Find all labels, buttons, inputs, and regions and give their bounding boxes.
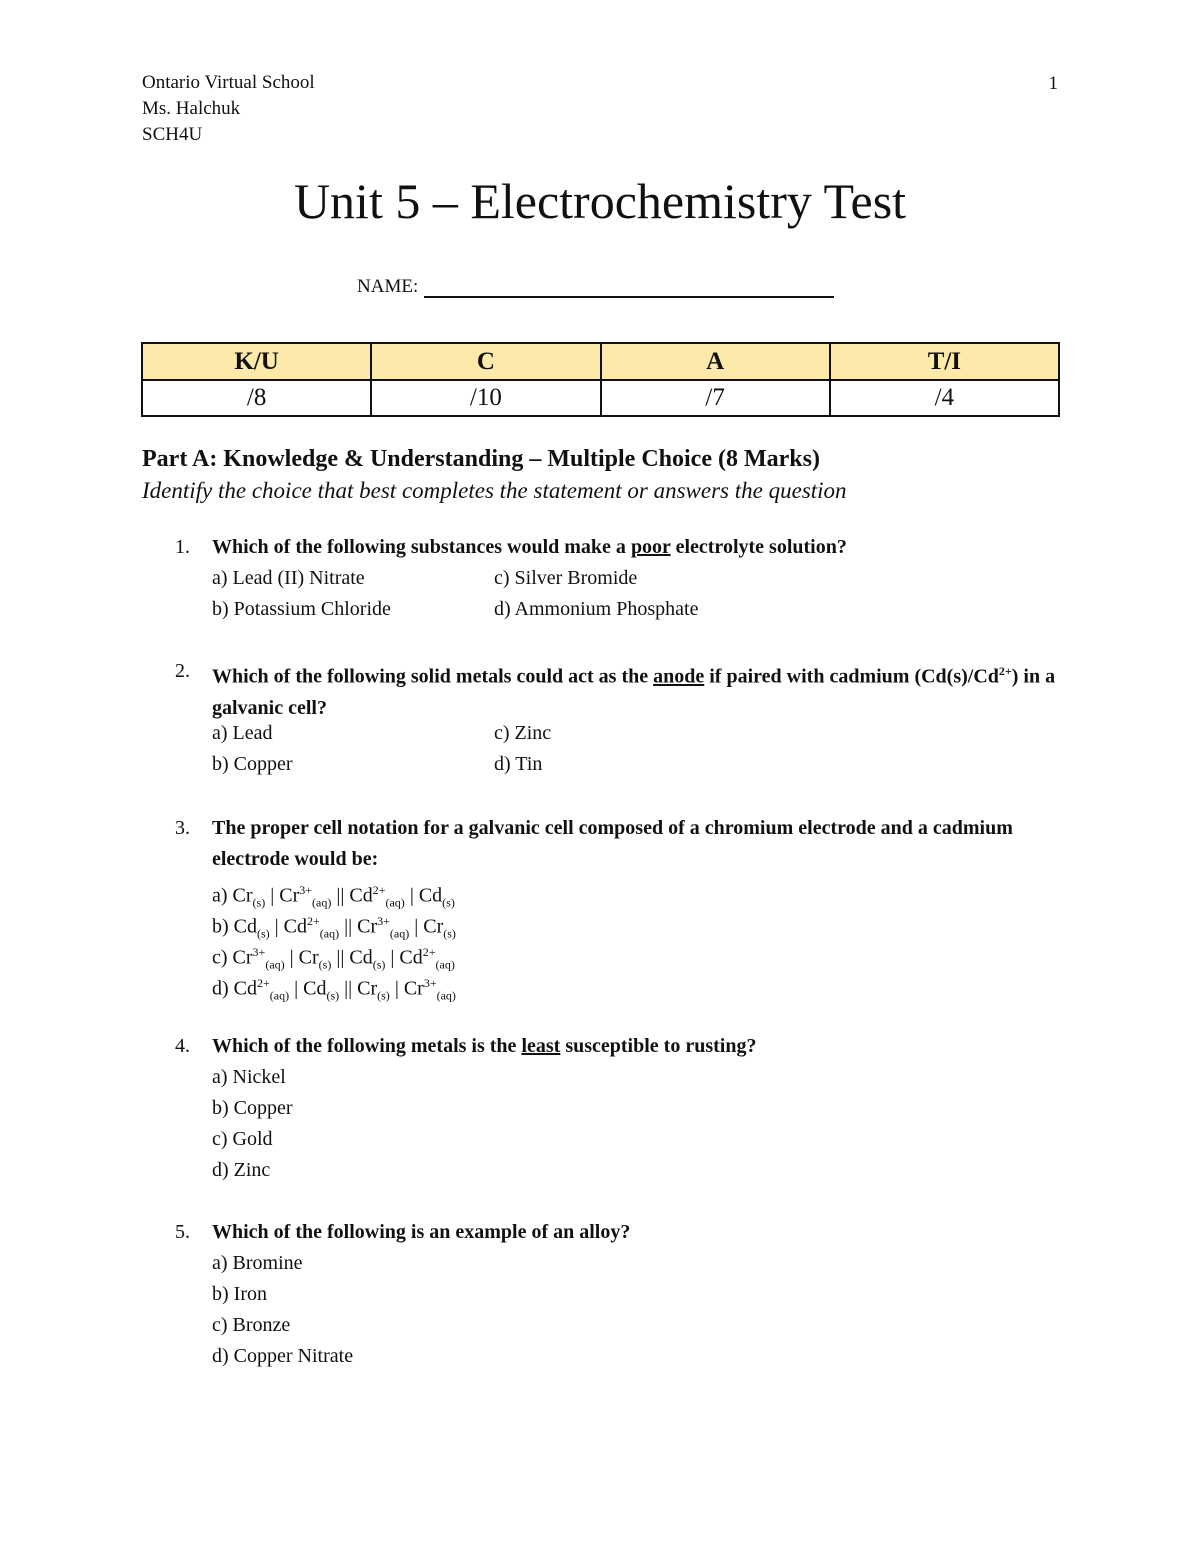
q4-option-a[interactable]: a) Nickel (212, 1066, 286, 1088)
q3-option-c[interactable]: c) $Cr^{3+}_{(aq)}$ | $Cr_{(s)}$ || $Cd_{(s)}$ | $Cd^{2+}_{(aq)}$ (212, 945, 455, 972)
q2-superscript: 2+ (998, 664, 1012, 678)
part-a-instructions: Identify the choice that best completes the statement or answers the question (142, 478, 847, 503)
question-4-number: 4. (175, 1035, 190, 1057)
q2-option-d[interactable]: d) Tin (494, 753, 543, 775)
name-input-line[interactable] (424, 276, 834, 298)
question-3-number: 3. (175, 817, 190, 839)
marks-table (141, 342, 1060, 417)
course-code: SCH4U (142, 124, 203, 145)
part-a-heading: Part A: Knowledge & Understanding – Multiple Choice (8 Marks) (142, 446, 820, 472)
q4-option-d[interactable]: d) Zinc (212, 1159, 271, 1181)
q5-option-b[interactable]: b) Iron (212, 1283, 267, 1305)
q1-option-d[interactable]: d) Ammonium Phosphate (494, 598, 699, 620)
q1-option-a[interactable]: a) Lead (II) Nitrate (212, 567, 365, 589)
name-label: NAME: (357, 276, 419, 297)
q1-underlined-word: poor (630, 536, 671, 558)
q2-underlined-word: anode (653, 665, 705, 688)
marks-header-a: A (601, 343, 830, 380)
marks-value-ti: /4 (830, 380, 1059, 416)
question-1-text (212, 532, 1072, 563)
marks-header-c: C (371, 343, 600, 380)
q4-option-b[interactable]: b) Copper (212, 1097, 293, 1119)
question-5-number: 5. (175, 1221, 190, 1243)
school-name: Ontario Virtual School (142, 72, 315, 93)
q5-option-d[interactable]: d) Copper Nitrate (212, 1345, 354, 1367)
name-field-row (357, 276, 834, 298)
q4-option-c[interactable]: c) Gold (212, 1128, 273, 1150)
q1-text-part: electrolyte solution? (670, 536, 847, 558)
q3-option-b[interactable]: b) $Cd_{(s)}$ | $Cd^{2+}_{(aq)}$ || $Cr^{3+}_{(aq)}$ | $Cr_{(s)}$ (212, 914, 456, 941)
q4-text-part: susceptible to rusting? (560, 1035, 757, 1057)
q3-option-a[interactable]: a) $Cr_{(s)}$ | $Cr^{3+}_{(aq)}$ || $Cd^{2+}_{(aq)}$ | $Cd_{(s)}$ (212, 883, 455, 910)
question-1-number: 1. (175, 536, 190, 558)
marks-table-header-row (142, 343, 1059, 380)
page-number: 1 (1048, 73, 1058, 94)
q5-option-a[interactable]: a) Bromine (212, 1252, 303, 1274)
q3-option-d[interactable]: d) $Cd^{2+}_{(aq)}$ | $Cd_{(s)}$ || $Cr_{(s)}$ | $Cr^{3+}_{(aq)}$ (212, 976, 456, 1003)
q4-text-part: Which of the following metals is the (212, 1035, 522, 1057)
q4-underlined-word: least (521, 1035, 561, 1057)
question-2-text (212, 656, 1072, 724)
q2-text-part: Which of the following solid metals could act as the (212, 665, 654, 688)
question-5-text: Which of the following is an example of an alloy? (212, 1221, 631, 1243)
q2-text-part: if paired with cadmium (Cd(s)/Cd (704, 665, 999, 688)
page-title: Unit 5 – Electrochemistry Test (293, 173, 907, 229)
q5-option-c[interactable]: c) Bronze (212, 1314, 291, 1336)
q2-option-c[interactable]: c) Zinc (494, 722, 552, 744)
q2-option-b[interactable]: b) Copper (212, 753, 293, 775)
question-3-text: The proper cell notation for a galvanic cell composed of a chromium electrode and a cadmium electrode would be: (212, 817, 1013, 870)
marks-table-values-row (142, 380, 1059, 416)
q2-text-part: ) in a galvanic cell? (212, 665, 1056, 719)
marks-value-a: /7 (601, 380, 830, 416)
q1-option-c[interactable]: c) Silver Bromide (494, 567, 638, 589)
document-header (142, 70, 315, 148)
question-4-text (212, 1031, 1072, 1062)
marks-value-c: /10 (371, 380, 600, 416)
q1-option-b[interactable]: b) Potassium Chloride (212, 598, 391, 620)
question-2-number: 2. (175, 660, 190, 682)
marks-header-ku: K/U (142, 343, 371, 380)
marks-header-ti: T/I (830, 343, 1059, 380)
marks-value-ku: /8 (142, 380, 371, 416)
q1-text-part: Which of the following substances would make a (212, 536, 631, 558)
q2-option-a[interactable]: a) Lead (212, 722, 273, 744)
teacher-name: Ms. Halchuk (142, 98, 241, 119)
